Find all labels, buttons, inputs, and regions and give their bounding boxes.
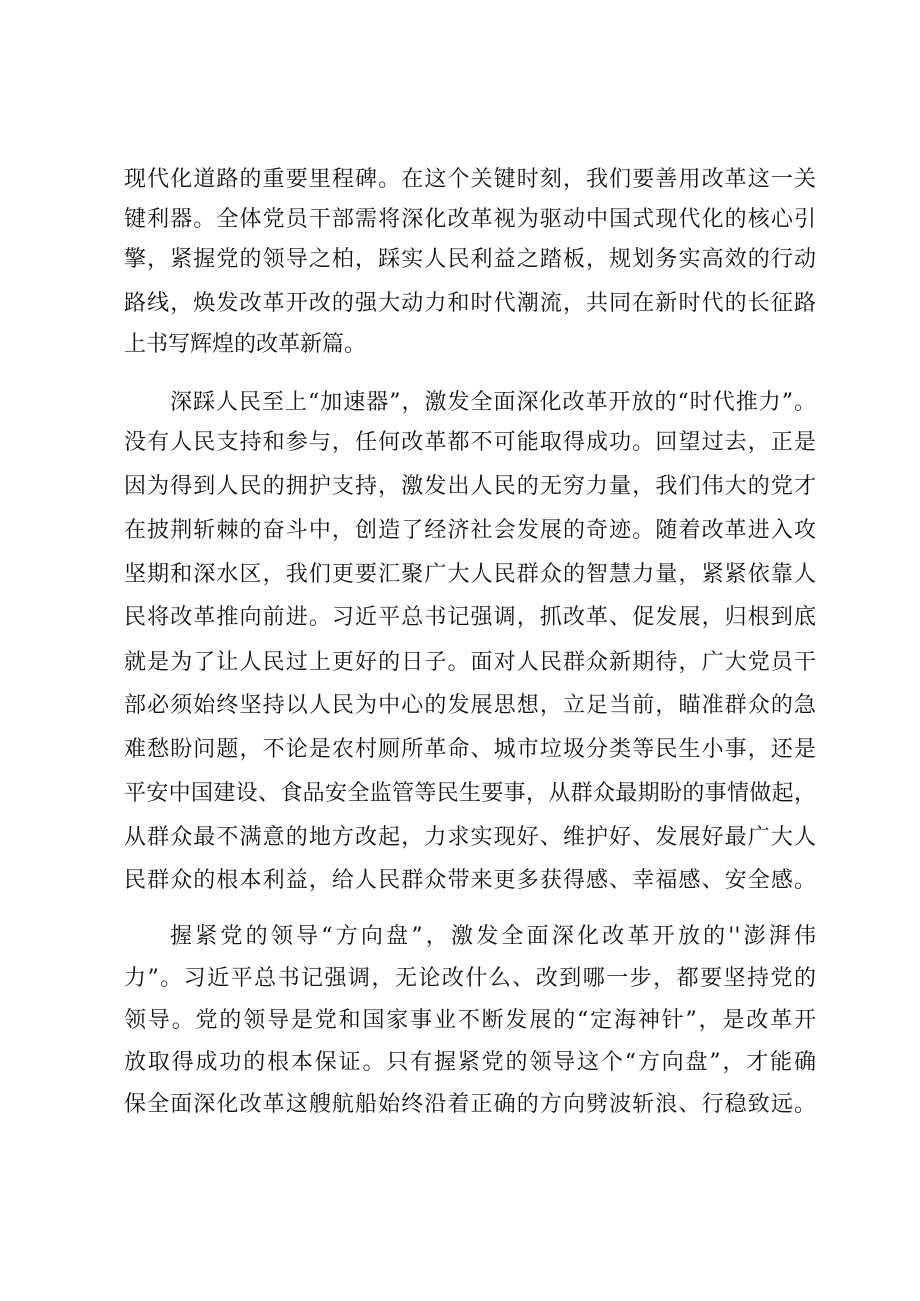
paragraph-2-line-2: 没有人民支持和参与，任何改革都不可能取得成功。回望过去，正是 — [124, 430, 816, 455]
paragraph-2-line-4: 在披荆斩棘的奋斗中，创造了经济社会发展的奇迹。随着改革进入攻 — [124, 518, 816, 543]
paragraph-1-line-1: 现代化道路的重要里程碑。在这个关键时刻，我们要善用改革这一关 — [124, 167, 816, 192]
paragraph-2-line-11: 从群众最不满意的地方改起，力求实现好、维护好、发展好最广大人 — [124, 825, 816, 850]
paragraph-2-line-5: 坚期和深水区，我们更要汇聚广大人民群众的智慧力量，紧紧依靠人 — [124, 562, 816, 587]
paragraph-1-line-3: 擎，紧握党的领导之柏，踩实人民利益之踏板，规划务实高效的行动 — [124, 247, 816, 272]
paragraph-2-line-8: 部必须始终坚持以人民为中心的发展思想，立足当前，瞄准群众的急 — [124, 693, 816, 718]
paragraph-3-line-2: 力”。习近平总书记强调，无论改什么、改到哪一步，都要坚持党的 — [124, 966, 816, 991]
paragraph-3-line-3: 领导。党的领导是党和国家事业不断发展的“定海神针”，是改革开 — [124, 1008, 816, 1033]
paragraph-2-line-7: 就是为了让人民过上更好的日子。面对人民群众新期待，广大党员干 — [124, 650, 816, 675]
paragraph-1-line-4: 路线，焕发改革开改的强大动力和时代潮流，共同在新时代的长征路 — [124, 291, 816, 316]
paragraph-3-line-4: 放取得成功的根本保证。只有握紧党的领导这个“方向盘”，才能确 — [124, 1050, 816, 1075]
paragraph-2-line-12: 民群众的根本利益，给人民群众带来更多获得感、幸福感、安全感。 — [124, 868, 816, 893]
paragraph-2-line-3: 因为得到人民的拥护支持，激发出人民的无穷力量，我们伟大的党才 — [124, 474, 816, 499]
paragraph-2-line-6: 民将改革推向前进。习近平总书记强调，抓改革、促发展，归根到底 — [124, 605, 816, 630]
paragraph-3-line-5: 保全面深化改革这艘航船始终沿着正确的方向劈波斩浪、行稳致远。 — [124, 1092, 816, 1117]
paragraph-3-line-1: 握紧党的领导“方向盘”，激发全面深化改革开放的''澎湃伟 — [170, 924, 816, 949]
paragraph-2-line-1: 深踩人民至上“加速器”，激发全面深化改革开放的“时代推力”。 — [170, 390, 816, 415]
paragraph-1-line-5: 上书写辉煌的改革新篇。 — [124, 332, 367, 357]
paragraph-2-line-10: 平安中国建设、食品安全监管等民生要事，从群众最期盼的事情做起， — [124, 781, 816, 806]
paragraph-2-line-9: 难愁盼问题，不论是农村厕所革命、城市垃圾分类等民生小事，还是 — [124, 737, 816, 762]
paragraph-1-line-2: 键利器。全体党员干部需将深化改革视为驱动中国式现代化的核心引 — [124, 207, 816, 232]
